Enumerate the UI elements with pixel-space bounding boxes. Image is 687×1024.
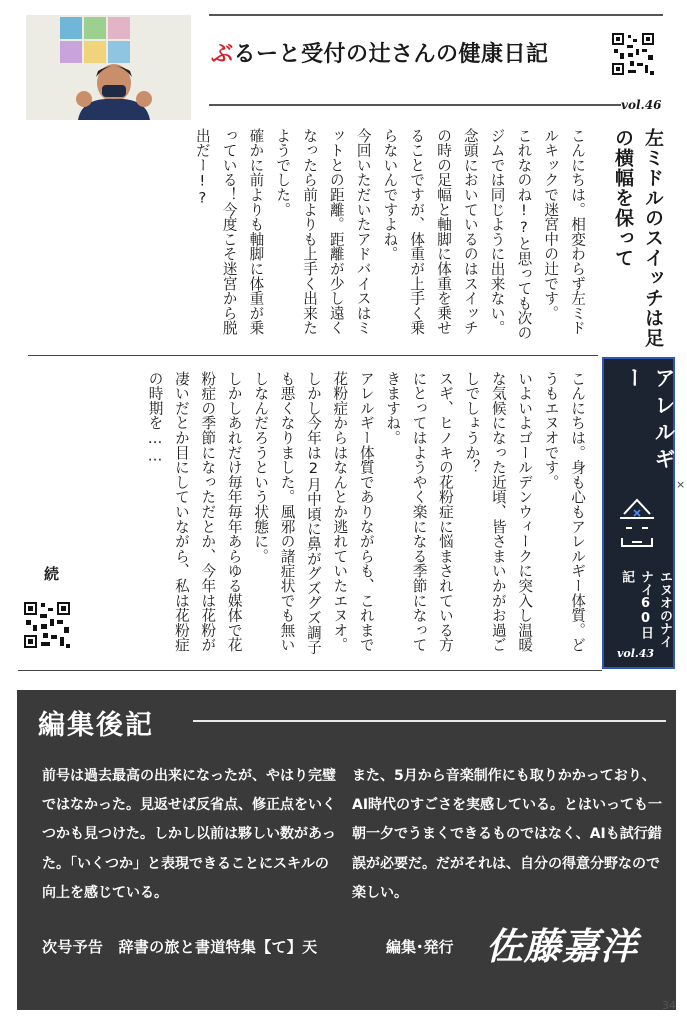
header-top-rule xyxy=(209,14,663,16)
section-divider xyxy=(28,355,598,356)
cross-mark: × xyxy=(676,478,686,491)
column-volume-number: vol.43 xyxy=(617,647,655,660)
publisher-label: 編集･発行 xyxy=(386,938,454,956)
next-issue-preview: 次号予告 辞書の旅と書道特集【て】天 xyxy=(42,938,318,956)
series-title xyxy=(211,37,549,68)
article-heading: 左ミドルのスイッチは足の横幅を保って xyxy=(612,128,664,348)
header-bottom-rule xyxy=(209,104,621,106)
editor-note-left-paragraph: 前号は過去最高の出来になったが、やはり完璧ではなかった。見返せば反省点、修正点をいくつかも見つけた。しかし以前は夥しい数があった。「いくつか」と表現できることにスキルの向上を感じている。 xyxy=(42,768,336,901)
editor-signature: 佐藤嘉洋 xyxy=(486,924,638,968)
page-number: 34 xyxy=(662,999,676,1012)
editor-note-rule xyxy=(193,720,666,722)
column-heading: アレルギー xyxy=(622,367,676,475)
author-photo xyxy=(26,15,191,120)
qr-code-icon[interactable] xyxy=(22,600,72,650)
editor-note-title: 編集後記 xyxy=(38,710,154,741)
continued-label: 続 xyxy=(42,566,60,581)
column-subtitle: エヌオのナイナイ60日記 xyxy=(619,570,672,648)
column-body: こんにちは。身も心もアレルギー体質。どうもエヌオです。 いよいよゴールデンウィークに突入し温暖な気候になった近頃、皆さまいかがお過ごしでしょうか？ スギ、ヒノキの花粉症に悩まされている方にとってはようやく楽になる季節になってきますね。 アレルギー体質でありながらも、これまで花粉症からはなんとか逃れていたエヌオ。しかし今年は2月中頃に鼻がグズグズ調子も悪くなりました。風邪の諸症状でも無いしなんだろうという状態に。 しかしあれだけ毎年毎年あらゆる媒体で花粉症の季節になっただとか、今年は花粉が凄いだとか目にしていながら、私は花粉症の時期を…… xyxy=(146,371,586,655)
face-illustration-icon xyxy=(612,488,662,558)
qr-code-icon[interactable] xyxy=(610,31,656,77)
series-title-text: るーと受付の辻さんの健康日記 xyxy=(233,42,549,67)
volume-number: vol.46 xyxy=(621,98,662,112)
editor-note-right-paragraph: また、5月から音楽制作にも取りかかっており、AI時代のすごさを実感している。とはいっても一朝一夕でうまくできるものではなく、AIも試行錯誤が必要だ。だがそれは、自分の得意分野なので楽しい。 xyxy=(352,768,663,901)
section-divider xyxy=(18,670,602,671)
article-body: こんにちは。相変わらず左ミドルキックで迷宮中の辻です。 これなのね!?と思っても次のジムでは同じように出来ない。 念頭においているのはスイッチの時の足幅と軸脚に体重を乗せることですが、体重が上手く乗らないんですよね。 今回いただいたアドバイスはミットとの距離。距離が少し遠くなったら前よりも上手く出来たようでした。 確かに前よりも軸脚に体重が乗っている！今度こそ迷宮から脱出だー!? xyxy=(193,128,586,340)
series-title-accent: ぶ xyxy=(211,42,234,67)
